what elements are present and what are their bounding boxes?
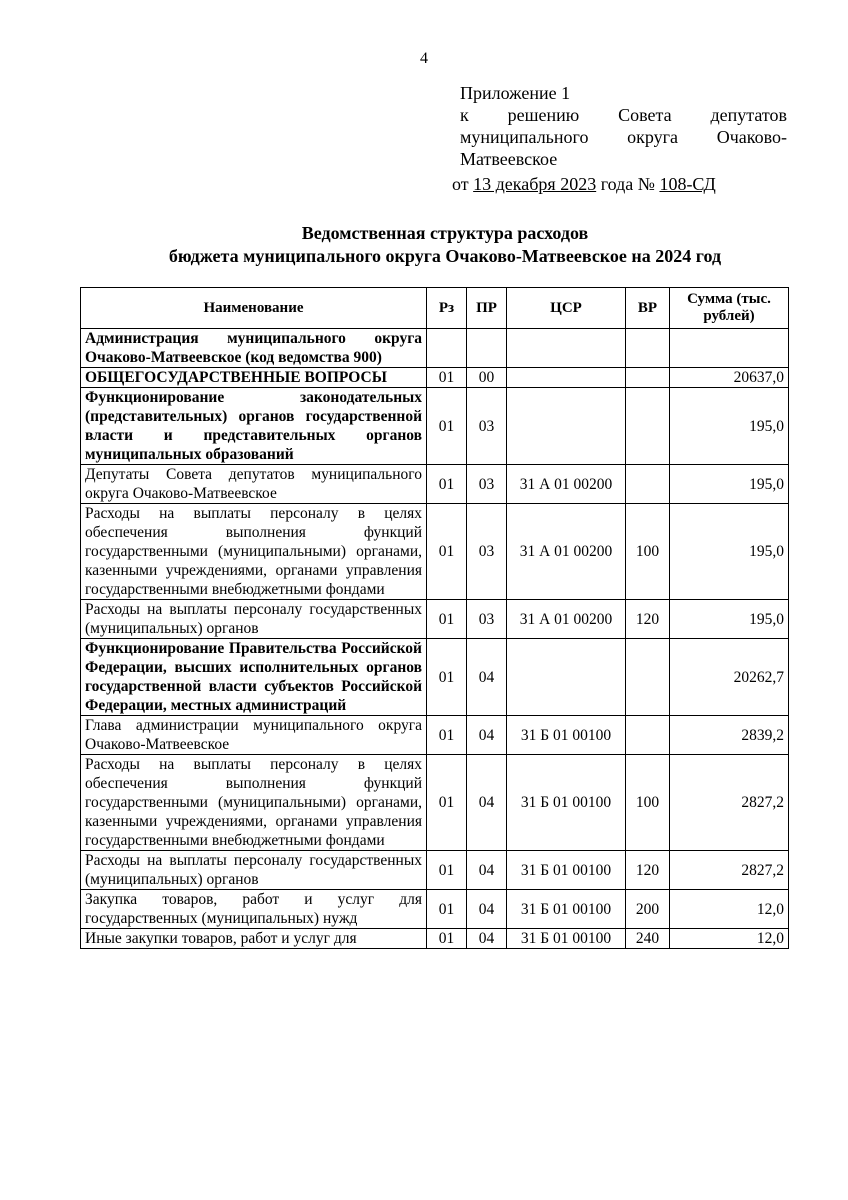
cell-pr: 04: [467, 639, 507, 716]
document-title: [0, 222, 848, 268]
cell-vr: 120: [626, 600, 670, 639]
cell-pr: 04: [467, 890, 507, 929]
cell-name: Депутаты Совета депутатов муниципального округа Очаково-Матвеевское: [81, 465, 427, 504]
cell-rz: 01: [427, 716, 467, 755]
cell-csr: [507, 368, 626, 388]
decision-date: 13 декабря 2023: [473, 174, 597, 194]
cell-sum: 20262,7: [670, 639, 789, 716]
table-row: [81, 716, 789, 755]
table-row: [81, 368, 789, 388]
cell-sum: 12,0: [670, 929, 789, 949]
cell-csr: 31 А 01 00200: [507, 504, 626, 600]
cell-sum: 195,0: [670, 600, 789, 639]
annex-line-4: Матвеевское: [460, 149, 558, 169]
cell-vr: [626, 329, 670, 368]
title-line-2: бюджета муниципального округа Очаково-Матвеевское на 2024 год: [168, 246, 722, 266]
annex-block: [460, 82, 787, 170]
table-row: [81, 329, 789, 368]
cell-sum: 12,0: [670, 890, 789, 929]
cell-name: Расходы на выплаты персоналу государственных (муниципальных) органов: [81, 600, 427, 639]
cell-rz: 01: [427, 504, 467, 600]
cell-pr: 03: [467, 600, 507, 639]
cell-csr: 31 Б 01 00100: [507, 890, 626, 929]
cell-pr: 04: [467, 716, 507, 755]
cell-name: Функционирование Правительства Российской Федерации, высших исполнительных органов государственной власти субъектов Российской Федерации, местных администраций: [81, 639, 427, 716]
cell-rz: 01: [427, 368, 467, 388]
cell-vr: [626, 465, 670, 504]
cell-rz: 01: [427, 890, 467, 929]
cell-sum: 2827,2: [670, 851, 789, 890]
annex-line-2: к решению Совета депутатов: [460, 105, 787, 125]
table-row: [81, 851, 789, 890]
table-row: [81, 600, 789, 639]
cell-csr: 31 А 01 00200: [507, 465, 626, 504]
cell-name: Расходы на выплаты персоналу в целях обеспечения выполнения функций государственными (муниципальными) органами, казенными учреждениями, органами управления государственными внебюджетными фондами: [81, 504, 427, 600]
cell-vr: [626, 639, 670, 716]
annex-line-1: Приложение 1: [460, 83, 571, 103]
cell-pr: 04: [467, 851, 507, 890]
cell-pr: 03: [467, 465, 507, 504]
cell-sum: [670, 329, 789, 368]
decision-number: 108-СД: [659, 174, 716, 194]
table-row: [81, 755, 789, 851]
cell-pr: 03: [467, 504, 507, 600]
header-csr: ЦСР: [507, 288, 626, 329]
cell-name: Расходы на выплаты персоналу в целях обеспечения выполнения функций государственными (муниципальными) органами, казенными учреждениями, органами управления государственными внебюджетными фондами: [81, 755, 427, 851]
cell-sum: 2827,2: [670, 755, 789, 851]
cell-vr: 100: [626, 755, 670, 851]
page-number: 4: [420, 50, 428, 67]
cell-sum: 2839,2: [670, 716, 789, 755]
header-sum: Сумма (тыс. рублей): [670, 288, 789, 329]
cell-vr: 120: [626, 851, 670, 890]
cell-vr: 200: [626, 890, 670, 929]
cell-csr: 31 Б 01 00100: [507, 851, 626, 890]
cell-name: Глава администрации муниципального округа Очаково-Матвеевское: [81, 716, 427, 755]
table-row: [81, 890, 789, 929]
decision-prefix: от: [452, 174, 474, 194]
cell-vr: 240: [626, 929, 670, 949]
cell-rz: 01: [427, 465, 467, 504]
cell-name: Функционирование законодательных (представительных) органов государственной власти и представительных органов муниципальных образований: [81, 388, 427, 465]
cell-vr: 100: [626, 504, 670, 600]
table-row: [81, 504, 789, 600]
cell-name: Администрация муниципального округа Очаково-Матвеевское (код ведомства 900): [81, 329, 427, 368]
cell-rz: [427, 329, 467, 368]
title-line-1: Ведомственная структура расходов: [301, 223, 589, 243]
cell-pr: 00: [467, 368, 507, 388]
cell-csr: 31 Б 01 00100: [507, 716, 626, 755]
cell-rz: 01: [427, 639, 467, 716]
annex-line-3: муниципального округа Очаково-: [460, 127, 787, 147]
cell-csr: [507, 388, 626, 465]
header-vr: ВР: [626, 288, 670, 329]
cell-pr: [467, 329, 507, 368]
cell-csr: 31 Б 01 00100: [507, 755, 626, 851]
cell-vr: [626, 716, 670, 755]
cell-csr: [507, 639, 626, 716]
cell-sum: 195,0: [670, 388, 789, 465]
decision-mid: года №: [596, 174, 660, 194]
cell-rz: 01: [427, 600, 467, 639]
cell-rz: 01: [427, 929, 467, 949]
cell-sum: 195,0: [670, 504, 789, 600]
cell-rz: 01: [427, 388, 467, 465]
budget-table: [80, 287, 789, 949]
header-rz: Рз: [427, 288, 467, 329]
cell-csr: 31 Б 01 00100: [507, 929, 626, 949]
header-name: Наименование: [81, 288, 427, 329]
cell-name: Иные закупки товаров, работ и услуг для: [81, 929, 427, 949]
cell-pr: 03: [467, 388, 507, 465]
table-row: [81, 639, 789, 716]
cell-pr: 04: [467, 929, 507, 949]
cell-vr: [626, 368, 670, 388]
cell-rz: 01: [427, 755, 467, 851]
header-pr: ПР: [467, 288, 507, 329]
decision-reference: [452, 174, 716, 195]
cell-vr: [626, 388, 670, 465]
cell-pr: 04: [467, 755, 507, 851]
table-header-row: [81, 288, 789, 329]
cell-sum: 195,0: [670, 465, 789, 504]
table-row: [81, 388, 789, 465]
table-row: [81, 929, 789, 949]
cell-csr: 31 А 01 00200: [507, 600, 626, 639]
cell-rz: 01: [427, 851, 467, 890]
cell-name: Закупка товаров, работ и услуг для государственных (муниципальных) нужд: [81, 890, 427, 929]
table-row: [81, 465, 789, 504]
cell-name: Расходы на выплаты персоналу государственных (муниципальных) органов: [81, 851, 427, 890]
cell-csr: [507, 329, 626, 368]
cell-sum: 20637,0: [670, 368, 789, 388]
cell-name: ОБЩЕГОСУДАРСТВЕННЫЕ ВОПРОСЫ: [81, 368, 427, 388]
